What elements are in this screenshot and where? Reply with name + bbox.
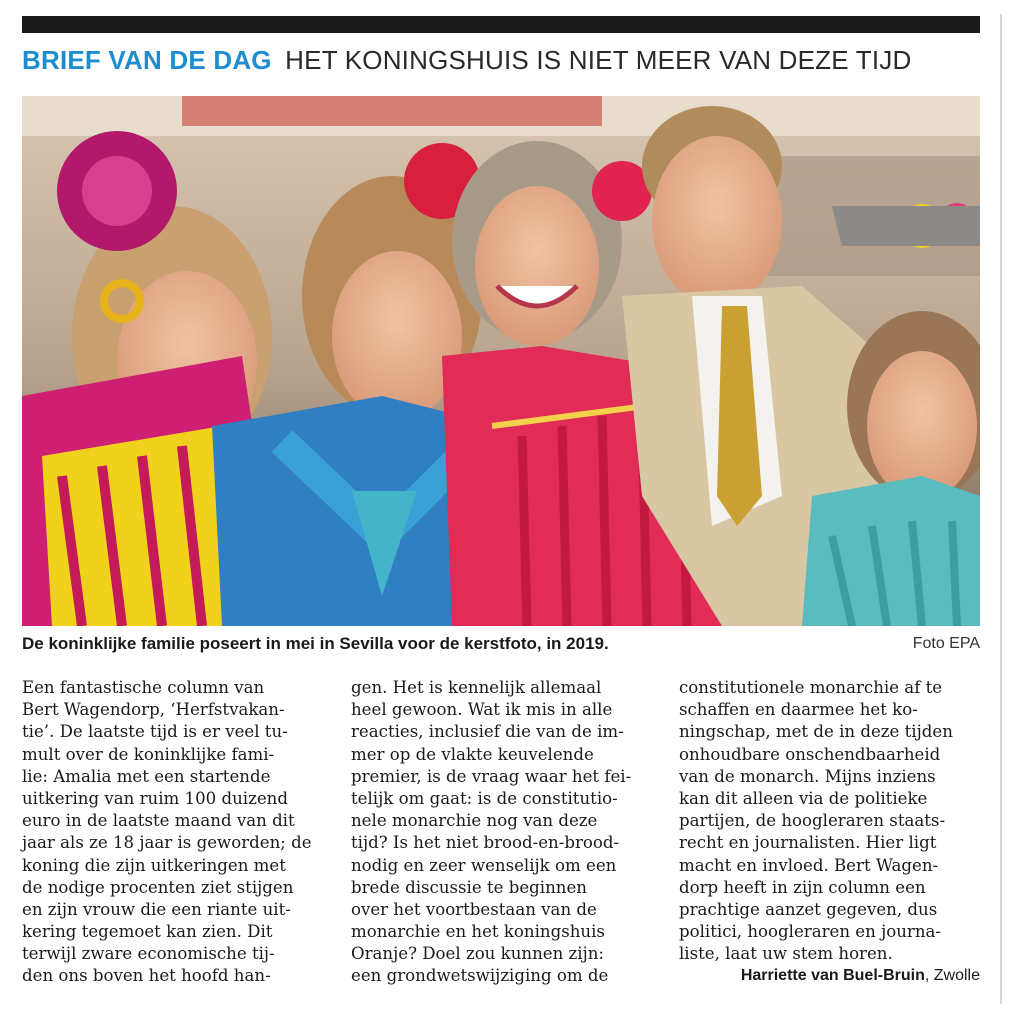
text-line: tijd? Is het niet brood-en-brood- [351, 833, 620, 853]
text-line: lie: Amalia met een startende [22, 766, 271, 786]
text-line: monarchie en het koningshuis [351, 922, 605, 942]
photo-credit: Foto EPA [912, 635, 980, 652]
author-name: Harriette van Buel-Bruin [740, 967, 925, 984]
text-line: brede discussie te beginnen [351, 877, 587, 897]
text-line: partijen, de hoogleraren staats- [679, 811, 946, 831]
text-line: politici, hoogleraren en journa- [679, 922, 942, 942]
text-line: recht en journalisten. Hier ligt [679, 833, 937, 853]
top-rule-bar [22, 16, 980, 33]
text-line: liste, laat uw stem horen. [679, 944, 893, 964]
text-line: reacties, inclusief die van de im- [351, 722, 624, 742]
text-line: den ons boven het hoofd han- [22, 966, 271, 986]
text-line: nele monarchie nog van deze [351, 811, 598, 831]
text-line: een grondwetswijziging om de [351, 966, 609, 986]
text-line: schaffen en daarmee het ko- [679, 700, 918, 720]
text-line: onhoudbare onschendbaarheid [679, 744, 941, 764]
article-photo [22, 96, 980, 626]
text-line: Een fantastische column van [22, 678, 265, 697]
text-line: kering tegemoet kan zien. Dit [22, 922, 273, 942]
article-column-1 [22, 677, 322, 988]
text-line: koning die zijn uitkeringen met [22, 855, 286, 875]
text-line: uitkering van ruim 100 duizend [22, 788, 288, 808]
text-line: Bert Wagendorp, ‘Herfstvakan- [22, 700, 285, 720]
text-line: mer op de vlakte keuvelende [351, 744, 594, 764]
text-line: heel gewoon. Wat ik mis in alle [351, 700, 613, 720]
text-line: telijk om gaat: is de constitutio- [351, 788, 618, 808]
headline-title: HET KONINGSHUIS IS NIET MEER VAN DEZE TIJD [285, 45, 912, 75]
text-line: jaar als ze 18 jaar is geworden; de [22, 833, 312, 853]
text-line: macht en invloed. Bert Wagen- [679, 855, 939, 875]
text-line: euro in de laatste maand van dit [22, 811, 295, 831]
text-line: premier, is de vraag waar het fei- [351, 766, 632, 786]
article-column-3 [679, 677, 979, 965]
column-divider [1000, 14, 1002, 1004]
headline-kicker: BRIEF VAN DE DAG [22, 45, 272, 75]
text-line: mult over de koninklijke fami- [22, 744, 275, 764]
text-line: constitutionele monarchie af te [679, 678, 943, 697]
text-line: terwijl zware economische tij- [22, 944, 275, 964]
text-line: tie’. De laatste tijd is er veel tu- [22, 722, 288, 742]
text-line: kan dit alleen via de politieke [679, 788, 928, 808]
text-line: en zijn vrouw die een riante uit- [22, 899, 291, 919]
text-line: ningschap, met de in deze tijden [679, 722, 953, 742]
article-column-2 [351, 677, 651, 988]
photo-caption: De koninklijke familie poseert in mei in Sevilla voor de kerstfoto, in 2019. [22, 634, 609, 653]
text-line: prachtige aanzet gegeven, dus [679, 899, 938, 919]
text-line: over het voortbestaan van de [351, 899, 597, 919]
headline [22, 43, 992, 77]
author-signature [690, 965, 980, 987]
text-line: de nodige procenten ziet stijgen [22, 877, 294, 897]
text-line: gen. Het is kennelijk allemaal [351, 678, 602, 697]
text-line: dorp heeft in zijn column een [679, 877, 926, 897]
author-city: , Zwolle [924, 967, 980, 984]
text-line: van de monarch. Mijns inziens [679, 766, 936, 786]
text-line: nodig en zeer wenselijk om een [351, 855, 617, 875]
text-line: Oranje? Doel zou kunnen zijn: [351, 944, 605, 964]
